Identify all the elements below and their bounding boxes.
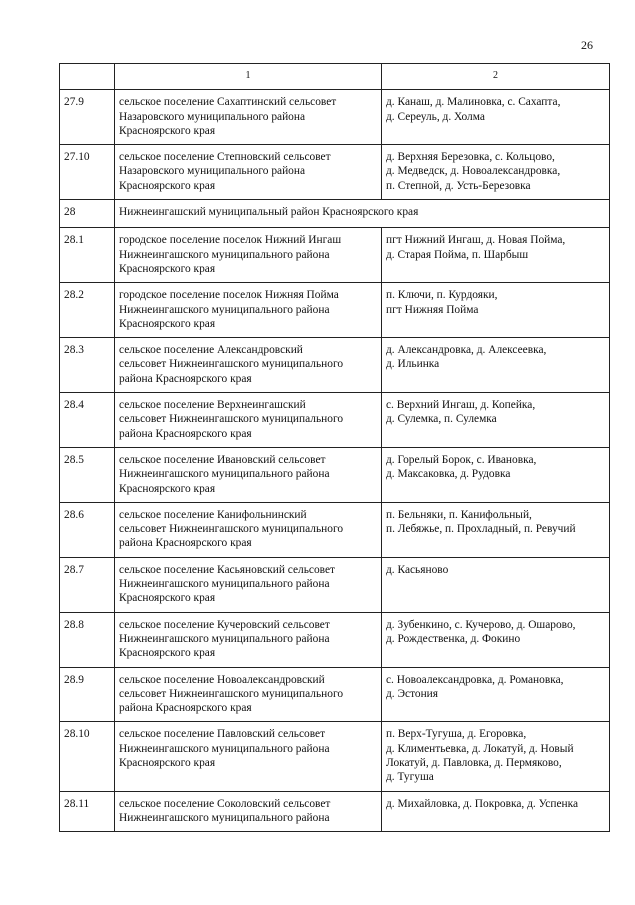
settlement-name-line: сельское поселение Степновский сельсовет [119, 151, 331, 164]
settlement-name-line: сельское поселение Верхнеингашский [119, 399, 306, 412]
localities-line: д. Старая Пойма, п. Шарбыш [386, 248, 529, 261]
settlement-name-line: сельское поселение Соколовский сельсовет [119, 797, 331, 810]
localities-line: Локатуй, д. Павловка, д. Пермяково, [386, 756, 562, 769]
settlement-name-line: Нижнеингашского муниципального района [119, 468, 330, 481]
table-row [60, 393, 610, 448]
row-number-cell: 27.10 [60, 145, 115, 200]
localities-line: д. Канаш, д. Малиновка, с. Сахапта, [386, 96, 561, 109]
localities-line: с. Верхний Ингаш, д. Копейка, [386, 399, 536, 412]
settlement-name-line: Нижнеингашского муниципального района [119, 742, 330, 755]
table-row [60, 90, 610, 145]
localities-cell [382, 557, 610, 612]
settlement-name-cell [115, 447, 382, 502]
localities-line: д. Максаковка, д. Рудовка [386, 468, 511, 481]
settlement-name-cell [115, 228, 382, 283]
localities-line: д. Александровка, д. Алексеевка, [386, 344, 547, 357]
settlement-name-line: района Красноярского края [119, 427, 252, 440]
settlement-name-line: сельское поселение Павловский сельсовет [119, 728, 326, 741]
settlement-name-line: Красноярского края [119, 179, 216, 192]
localities-cell [382, 791, 610, 832]
settlement-name-line: сельское поселение Ивановский сельсовет [119, 453, 326, 466]
settlement-name-cell [115, 145, 382, 200]
localities-cell [382, 145, 610, 200]
settlement-name-line: Красноярского края [119, 262, 216, 275]
localities-line: с. Новоалександровка, д. Романовка, [386, 673, 564, 686]
localities-line: д. Горелый Борок, с. Ивановка, [386, 453, 537, 466]
localities-line: пгт Нижняя Пойма [386, 303, 479, 316]
localities-line: д. Михайловка, д. Покровка, д. Успенка [386, 797, 579, 810]
settlement-name-line: Красноярского края [119, 124, 216, 137]
localities-line: п. Лебяжье, п. Прохладный, п. Ревучий [386, 523, 576, 536]
table-row [60, 338, 610, 393]
row-number-cell: 28.2 [60, 283, 115, 338]
localities-line: д. Сереуль, д. Холма [386, 110, 485, 123]
localities-line: д. Медведск, д. Новоалександровка, [386, 165, 561, 178]
settlement-name-line: сельское поселение Касьяновский сельсовет [119, 563, 335, 576]
table-row [60, 283, 610, 338]
table-row [60, 612, 610, 667]
table-row [60, 200, 610, 228]
table-row [60, 447, 610, 502]
settlement-name-line: сельское поселение Сахаптинский сельсовет [119, 96, 337, 109]
localities-line: п. Бельняки, п. Канифольный, [386, 508, 532, 521]
settlement-name-line: Назаровского муниципального района [119, 165, 306, 178]
localities-cell [382, 722, 610, 791]
header-cell-1: 1 [115, 64, 382, 90]
settlements-table [59, 63, 610, 832]
settlement-name-cell [115, 90, 382, 145]
localities-line: д. Верхняя Березовка, с. Кольцово, [386, 151, 555, 164]
header-cell-2: 2 [382, 64, 610, 90]
settlement-name-line: сельское поселение Канифольнинский [119, 508, 307, 521]
settlement-name-line: Нижнеингашского муниципального района [119, 811, 330, 824]
localities-line: д. Тугуша [386, 771, 434, 784]
settlement-name-cell [115, 557, 382, 612]
table-row [60, 722, 610, 791]
settlement-name-line: Нижнеингашского муниципального района [119, 578, 330, 591]
row-number-cell: 28.10 [60, 722, 115, 791]
localities-line: д. Климентьевка, д. Локатуй, д. Новый [386, 742, 574, 755]
settlement-name-line: района Красноярского края [119, 702, 252, 715]
table-row [60, 557, 610, 612]
localities-line: д. Ильинка [386, 358, 440, 371]
localities-cell [382, 338, 610, 393]
row-number-cell: 28.7 [60, 557, 115, 612]
settlement-name-line: Красноярского края [119, 592, 216, 605]
settlement-name-line: городское поселение поселок Нижний Ингаш [119, 234, 342, 247]
page-number: 26 [581, 38, 593, 52]
localities-cell [382, 502, 610, 557]
table-row [60, 228, 610, 283]
settlement-name-cell [115, 612, 382, 667]
row-number-cell: 28.6 [60, 502, 115, 557]
settlement-name-line: городское поселение поселок Нижняя Пойма [119, 289, 339, 302]
localities-cell [382, 90, 610, 145]
settlement-name-cell [115, 283, 382, 338]
settlement-name-line: сельсовет Нижнеингашского муниципального [119, 523, 344, 536]
settlement-name-cell [115, 338, 382, 393]
localities-line: д. Касьяново [386, 563, 449, 576]
localities-line: д. Рождественка, д. Фокино [386, 632, 521, 645]
settlement-name-cell [115, 667, 382, 722]
localities-line: п. Верх-Тугуша, д. Егоровка, [386, 728, 527, 741]
settlement-name-line: сельсовет Нижнеингашского муниципального [119, 687, 344, 700]
settlement-name-cell [115, 393, 382, 448]
row-number-cell: 28.8 [60, 612, 115, 667]
settlement-name-line: Нижнеингашского муниципального района [119, 632, 330, 645]
settlement-name-line: сельсовет Нижнеингашского муниципального [119, 358, 344, 371]
localities-line: п. Степной, д. Усть-Березовка [386, 179, 531, 192]
header-cell-number [60, 64, 115, 90]
settlement-name-cell [115, 791, 382, 832]
settlement-name-line: сельсовет Нижнеингашского муниципального [119, 413, 344, 426]
settlement-name-line: Красноярского края [119, 317, 216, 330]
settlement-name-line: Нижнеингашского муниципального района [119, 303, 330, 316]
localities-cell [382, 283, 610, 338]
localities-line: д. Зубенкино, с. Кучерово, д. Ошарово, [386, 618, 576, 631]
settlement-name-cell [115, 502, 382, 557]
localities-line: пгт Нижний Ингаш, д. Новая Пойма, [386, 234, 566, 247]
localities-cell [382, 393, 610, 448]
table-row [60, 667, 610, 722]
settlement-name-line: Назаровского муниципального района [119, 110, 306, 123]
row-number-cell: 28.9 [60, 667, 115, 722]
row-number-cell: 28.3 [60, 338, 115, 393]
localities-line: д. Сулемка, п. Сулемка [386, 413, 497, 426]
localities-cell [382, 667, 610, 722]
localities-cell [382, 228, 610, 283]
table-row [60, 145, 610, 200]
settlement-name-cell [115, 722, 382, 791]
settlement-name-line: Красноярского края [119, 482, 216, 495]
settlement-name-line: Нижнеингашского муниципального района [119, 248, 330, 261]
row-number-cell: 28.1 [60, 228, 115, 283]
localities-line: п. Ключи, п. Курдояки, [386, 289, 498, 302]
row-number-cell: 28.4 [60, 393, 115, 448]
localities-cell [382, 447, 610, 502]
table-row [60, 502, 610, 557]
row-number-cell: 28.5 [60, 447, 115, 502]
settlement-name-line: района Красноярского края [119, 372, 252, 385]
settlement-name-line: Красноярского края [119, 647, 216, 660]
row-number-cell: 27.9 [60, 90, 115, 145]
row-number-cell: 28 [60, 200, 115, 228]
settlement-name-line: района Красноярского края [119, 537, 252, 550]
row-number-cell: 28.11 [60, 791, 115, 832]
settlement-name-line: Красноярского края [119, 756, 216, 769]
settlement-name-line: сельское поселение Кучеровский сельсовет [119, 618, 330, 631]
localities-line: д. Эстония [386, 687, 439, 700]
localities-cell [382, 612, 610, 667]
district-heading-cell: Нижнеингашский муниципальный район Красноярского края [115, 200, 610, 228]
table-row [60, 791, 610, 832]
settlement-name-line: сельское поселение Новоалександровский [119, 673, 325, 686]
table-header-row [60, 64, 610, 90]
settlement-name-line: сельское поселение Александровский [119, 344, 303, 357]
